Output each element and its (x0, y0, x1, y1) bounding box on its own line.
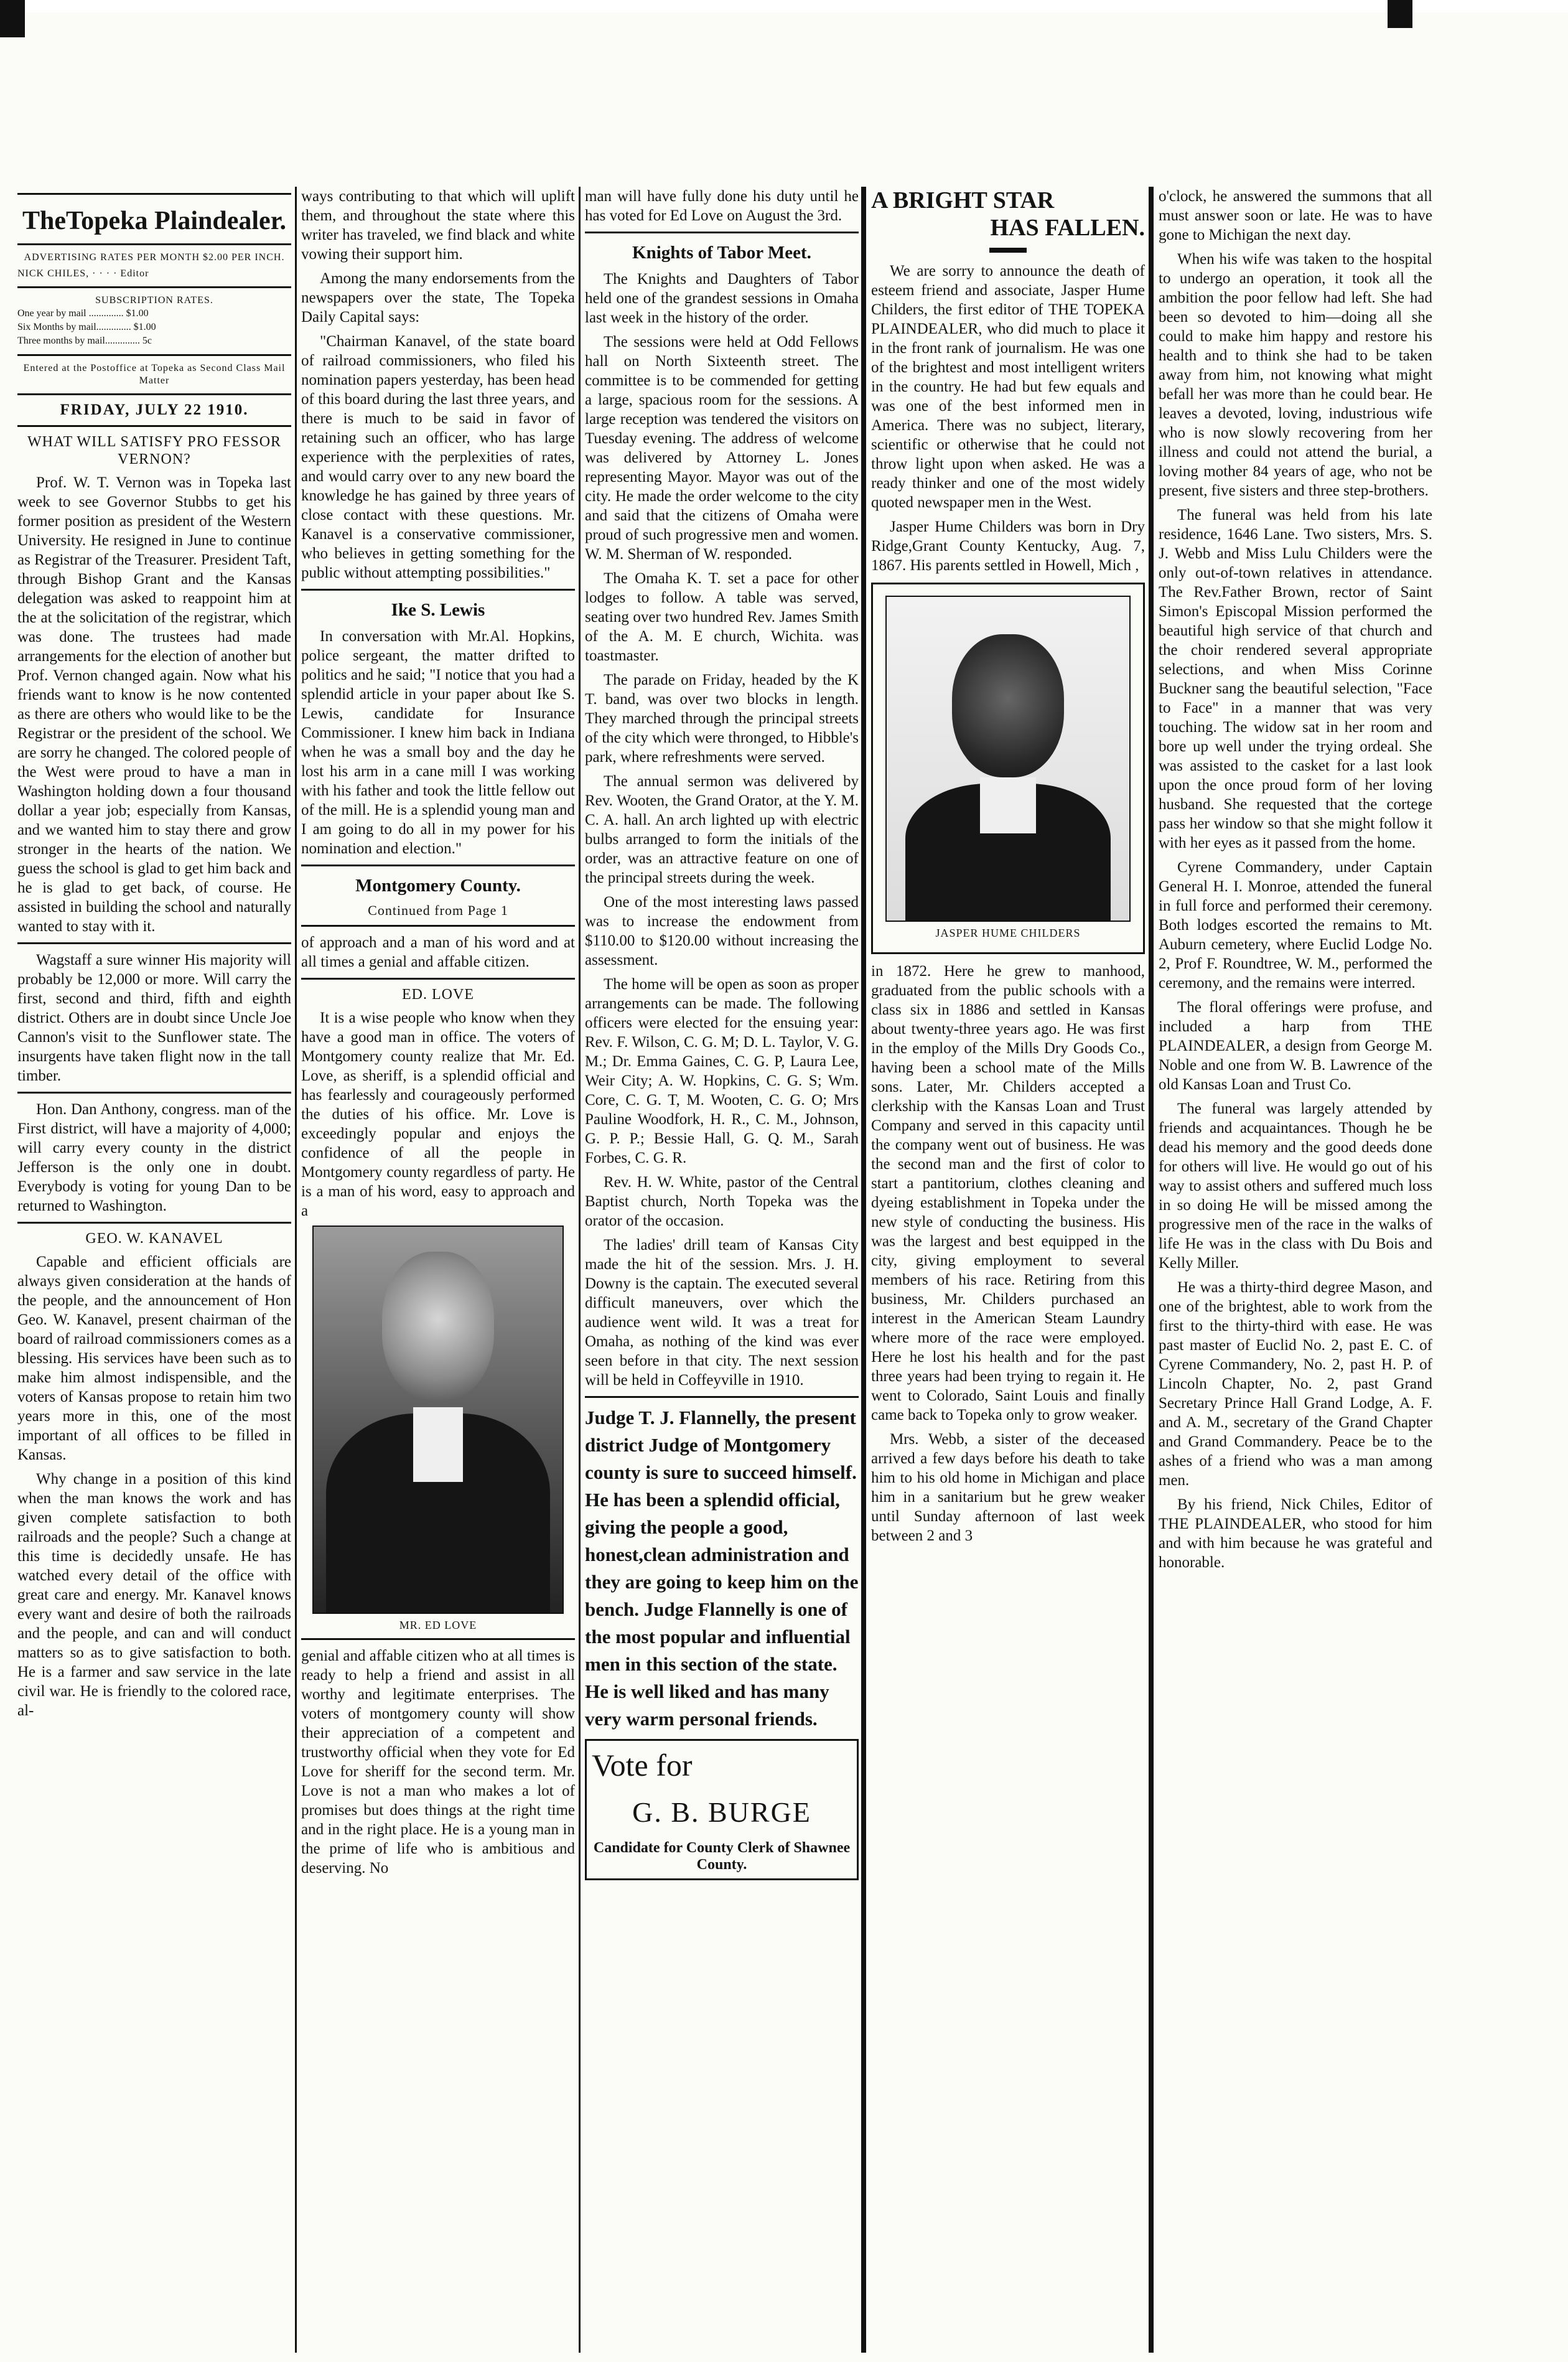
article-paragraph: The home will be open as soon as proper arrangements can be made. The following officers were elected for the ensuing year: Rev. F. Wilson, C. G. M; D. L. Taylor, V. G. M.; Dr. Emma Gaines, C. G. P, Laura Lee, Weir City; A. W. Hopkins, C. G. S; Wm. Core, C. G. T, M. Wooten, C. G. O; Mrs Pauline Woodfork, H. R., C. M., Johnson, G. P. P.; Bessie Hall, G. Q. M., Sarah Forbes, C. G. R. (585, 976, 859, 1166)
photo-caption: MR. ED LOVE (399, 1619, 477, 1631)
article-headline: A BRIGHT STAR (871, 187, 1055, 213)
column-rule (295, 187, 297, 2353)
photo-caption: JASPER HUME CHILDERS (935, 927, 1081, 939)
continued-line: Continued from Page 1 (368, 902, 508, 918)
rates-heading: ADVERTISING RATES PER MONTH $2.00 PER INCH. (24, 252, 285, 263)
flannelly-ad: Judge T. J. Flannelly, the present district Judge of Montgomery county is sure to succeed himself. He has been a splendid official, giving the people a good, honest,clean administration and they are going to keep him on the bench. Judge Flannelly is one of the most popular and influential men in this section of the state. He is well liked and has many very warm personal friends. (585, 1407, 859, 1730)
ed-love-photo (312, 1226, 564, 1614)
rate-line: Three months by mail.............. 5c (17, 335, 152, 346)
column-rule-heavy (1149, 187, 1154, 2353)
article-paragraph: The ladies' drill team of Kansas City made the hit of the session. Mrs. J. H. Downy is the captain. The executed several difficult maneuvers, over which the audience went wild. It was a treat for Omaha, as nothing of the kind was ever seen before in that city. The next session will be held in Coffeyville in 1910. (585, 1237, 859, 1389)
headline-ornament (989, 248, 1027, 253)
article-paragraph: The Omaha K. T. set a pace for other lodges to follow. A table was served, seating over two hundred Rev. James Smith of the A. M. E church, Wichita. was toastmaster. (585, 570, 859, 664)
childers-photo-box (871, 583, 1145, 954)
divider (585, 1396, 859, 1398)
divider (301, 865, 575, 866)
divider (301, 1638, 575, 1640)
article-paragraph: It is a wise people who know when they have a good man in office. The voters of Montgomery county realize that Mr. Ed. Love, as sheriff, is a splendid official and has fearlessly and courageously performed the duties of his office. Mr. Love is exceedingly popular and enjoys the confidence of all the people in Montgomery county regardless of party. He is a man of his word, easy to approach and a (301, 1010, 575, 1219)
article-headline: Knights of Tabor Meet. (632, 243, 811, 263)
article-paragraph: The annual sermon was delivered by Rev. Wooten, the Grand Orator, at the Y. M. C. A. hall. An arch lighted up with electric bulbs arranged to form the initials of the order, was an attractive feature on one of the principal streets during the week. (585, 773, 859, 886)
divider (17, 243, 291, 245)
article-paragraph: The floral offerings were profuse, and included a harp from THE PLAINDEALER, a design from George M. Noble and one from W. B. Lawrence of the old Kansas Loan and Trust Co. (1159, 999, 1432, 1093)
divider (17, 354, 291, 356)
article-headline: HAS FALLEN. (990, 215, 1145, 241)
article-paragraph: Jasper Hume Childers was born in Dry Ridge,Grant County Kentucky, Aug. 7, 1867. His parents settled in Howell, Mich , (871, 518, 1145, 574)
candidate-office: Candidate for County Clerk of Shawnee County. (593, 1840, 851, 1873)
article-paragraph: Among the many endorsements from the newspapers over the state, The Topeka Daily Capital says: (301, 270, 575, 326)
column-rule (579, 187, 581, 2353)
divider (17, 286, 291, 288)
column-2 (301, 187, 575, 2346)
column-3 (585, 187, 859, 2346)
article-paragraph: The Knights and Daughters of Tabor held one of the grandest sessions in Omaha last week in the history of the order. (585, 271, 859, 326)
rate-line: One year by mail .............. $1.00 (17, 308, 149, 319)
subscription-rates (17, 307, 291, 348)
divider (17, 193, 291, 195)
divider (17, 942, 291, 944)
column-rule-heavy (861, 187, 866, 2353)
divider (301, 978, 575, 980)
editor-line: NICK CHILES, · · · · Editor (17, 268, 149, 279)
article-paragraph: The funeral was held from his late residence, 1646 Lane. Two sisters, Mrs. S. J. Webb and Miss Lulu Childers were the only out-of-town relatives in attendance. The Rev.Father Brown, rector of Saint Simon's Episcopal Mission performed the beautiful high service of that church and the choir rendered several appropriate selections, and when Miss Corinne Buckner sang the beautiful selection, "Face to Face" in a manner that was very touching. The widow sat in her room and bore up well under the trying ordeal. She was assisted to the casket for a last look upon the once proud form of her loving husband. She requested that the cortege pass her window so that she might follow it with her eyes as it passed from the home. (1159, 507, 1432, 851)
article-paragraph: Wagstaff a sure winner His majority will probably be 12,000 or more. Will carry the first, second and third, fifth and eighth district. Others are in doubt since Uncle Joe Cannon's visit to the Sunflower state. The insurgents have taken flight now in the tall timber. (17, 952, 291, 1084)
column-4 (871, 187, 1145, 2346)
article-paragraph: Why change in a position of this kind when the man knows the work and has given complete satisfaction to both railroads and the people? Such a change at this time is decidedly unsafe. He has watched every detail of the office with great care and energy. Mr. Kanavel knows every want and desire of both the railroads and the people, and can and will conduct matters so as to give satisfaction to both. He is a farmer and saw service in the late civil war. He is friendly to the colored race, al- (17, 1471, 291, 1719)
portrait-face (382, 1252, 494, 1401)
article-paragraph: In conversation with Mr.Al. Hopkins, police sergeant, the matter drifted to politics and he said; "I notice that you had a splendid article in your paper about Ike S. Lewis, candidate for Insurance Commissioner. I knew him back in Indiana when he was a small boy and the day he lost his arm in a cane mill I was working with his father and took the little fellow out of the mill. He is a splendid young man and I am going to do all in my power for his nomination and election." (301, 628, 575, 857)
divider (301, 589, 575, 591)
divider (17, 1092, 291, 1094)
article-paragraph: The funeral was largely attended by friends and acquaintances. Though he be dead his memory and the good deeds done for others will live. He would go out of his way to assist others and suffered much loss in so doing He will be missed among the progressive men of the race in the walks of life He was in the class with Du Bois and Kelly Miller. (1159, 1100, 1432, 1272)
article-paragraph: One of the most interesting laws passed was to increase the endowment from $110.00 to $120.00 without increasing the assessment. (585, 894, 859, 968)
portrait-collar (413, 1407, 463, 1482)
divider (585, 232, 859, 233)
article-headline: WHAT WILL SATISFY PRO FESSOR VERNON? (27, 434, 282, 467)
article-paragraph: in 1872. Here he grew to manhood, graduated from the public schools with a class six in 1886 and settled in Kansas about twenty-three years ago. He was first in the employ of the Mills Dry Goods Co., having been a school mate of the Mills sons. Later, Mr. Childers accepted a clerkship with the Kansas Loan and Trust Company and served in this capacity until the company went out of business. He was the second man and the first of color to start a pantitorium, clothes cleaning and dyeing establishment in Topeka under the new style of conducting the business. His was the largest and best equipped in the city, giving employment to several members of his race. Retiring from this business, Mr. Childers purchased an interest in the American Steam Laundry where more of the race were employed. Here he lost his health and for the past three years had been trying to regain it. He went to Colorado, Saint Louis and finally came back to Topeka only to grow weaker. (871, 963, 1145, 1423)
article-paragraph: When his wife was taken to the hospital to undergo an operation, it took all the ambition the poor fellow had left. She had been so devoted to him—doing all she could to make him happy and restore his health and to think she had to be taken away from him, not knowing what might befall her was more than he could bear. He leaves a devoted, loving, industrious wife who is now slowly recovering from her illness and could not attend the burial, a loving mother 84 years of age, who not be present, five sisters and three step-brothers. (1159, 251, 1432, 499)
article-paragraph: The sessions were held at Odd Fellows hall on North Sixteenth street. The committee is to be commended for getting a large, spacious room for the sessions. A large reception was tendered the visitors on Tuesday evening. The address of welcome was delivered by Attorney L. Jones representing Mayor. Mayor was out of the city. He made the order welcome to the city and said that the citizens of Omaha were proud of such progressive men and women. W. M. Sherman of W. responded. (585, 334, 859, 563)
article-headline: ED. LOVE (402, 987, 474, 1003)
masthead-title: TheTopeka Plaindealer. (22, 207, 286, 235)
article-paragraph: We are sorry to announce the death of esteem friend and associate, Jasper Hume Childers, the first editor of THE TOPEKA PLAINDEALER, who did much to place it in the front rank of journalism. He was one of the brightest and most intelligent writers in the country. He had but few equals and was one of the best informed men in America. There was no subject, literary, scientific or otherwise that he could not throw light upon when asked. He was a ready thinker and one of the most widely quoted newspaper men in the West. (871, 263, 1145, 511)
entered-notice: Entered at the Postoffice at Topeka as Second Class Mail Matter (23, 363, 286, 386)
divider (17, 393, 291, 395)
article-paragraph: Rev. H. W. White, pastor of the Central Baptist church, North Topeka was the orator of the occasion. (585, 1174, 859, 1229)
portrait-face (952, 634, 1064, 777)
article-paragraph: o'clock, he answered the summons that all must answer soon or late. He was to have gone to Michigan the next day. (1159, 188, 1432, 243)
article-paragraph: By his friend, Nick Chiles, Editor of THE PLAINDEALER, who stood for him and with him because he was grateful and honorable. (1159, 1496, 1432, 1571)
article-paragraph: Prof. W. T. Vernon was in Topeka last week to see Governor Stubbs to get his former position as president of the Western University. He resigned in June to continue as Registrar of the Treasurer. President Taft, through Bishop Grant and the Kansas delegation was asked to reappoint him at the at the solicitation of the registrar, which was done. The trustees had made arrangements for the election of another but Prof. Vernon changed again. Now what his friends want to know is he now contented as there are others who would like to be the Registrar or the president of the school. We are sorry he changed. The colored people of the West were proud to have a man in Washington holding down a four thousand dollar a year job; especially from Kansas, and we wanted him to stay there and grow stronger in the hearts of the nation. We guess the school is glad to get him back and he is glad to get back, of course. He assisted in building the school and naturally wanted to stay with it. (17, 474, 291, 935)
article-paragraph: man will have fully done his duty until he has voted for Ed Love on August the 3rd. (585, 188, 859, 224)
divider (17, 425, 291, 427)
subscription-heading: SUBSCRIPTION RATES. (95, 295, 213, 306)
column-5 (1159, 187, 1432, 2346)
article-paragraph: genial and affable citizen who at all times is ready to help a friend and assist in all worthy and legitimate enterprises. The voters of montgomery county will show their appreciation of a competent and trustworthy official when they vote for Ed Love for sheriff for the second term. Mr. Love is not a man who makes a lot of promises but does things at the right time and in the right place. He is a young man in the prime of life who is ambitious and deserving. No (301, 1647, 575, 1877)
rate-line: Six Months by mail.............. $1.00 (17, 322, 156, 332)
divider (17, 1222, 291, 1224)
childers-photo (885, 596, 1131, 922)
article-paragraph: Cyrene Commandery, under Captain General H. I. Monroe, attended the funeral in full force and performed their ceremony. Both lodges escorted the remains to Mt. Auburn cemetery, where Euclid Lodge No. 2, Prof F. Roundtree, W. M., performed the ceremony, and the remains were interred. (1159, 859, 1432, 991)
article-paragraph: Capable and efficient officials are always given consideration at the hands of the people, and the announcement of Hon Geo. W. Kanavel, present chairman of the board of railroad commissioners comes as a blessing. His services have been such as to make him almost indispensible, and the voters of Kansas propose to retain him two years more in this, one of the most important of all offices to be filled in Kansas. (17, 1254, 291, 1463)
article-paragraph: Hon. Dan Anthony, congress. man of the First district, will have a majority of 4,000; will carry every county in the district Jefferson is the only one in doubt. Everybody is voting for young Dan to be returned to Washington. (17, 1101, 291, 1214)
article-paragraph: The parade on Friday, headed by the K T. band, was over two blocks in length. They marched through the principal streets of the city which were thronged, to Hibble's park, where refreshments were served. (585, 672, 859, 766)
article-paragraph: ways contributing to that which will uplift them, and throughout the state where this writer has traveled, we find black and white vowing their support him. (301, 188, 575, 263)
article-paragraph: He was a thirty-third degree Mason, and one of the brightest, able to work from the first to the thirty-third with ease. He was past master of Euclid No. 2, past E. C. of Cyrene Commandery, No. 2, past H. P. of Lincoln Chapter, No. 2, past Grand Secretary Prince Hall Grand Lodge, A. F. and A. M., secretary of the Grand Chapter and Grand Commandery. Peace be to the ashes of a friend who was a man among men. (1159, 1279, 1432, 1489)
scan-speck (0, 0, 25, 37)
article-headline: Ike S. Lewis (391, 600, 485, 620)
article-paragraph: of approach and a man of his word and at all times a genial and affable citizen. (301, 934, 575, 970)
article-paragraph: "Chairman Kanavel, of the state board of railroad commissioners, who filed his nomination papers yesterday, has been head of this board during the last three years, and there is much to be said in favor of retaining such an officer, who has large experience with the perplexities of rates, and would carry over to any new board the knowledge he has gained by three years of close contact with these questions. Mr. Kanavel is a conservative commissioner, who believes in getting something for the public without attempting possibilities." (301, 333, 575, 581)
portrait-collar (980, 777, 1036, 833)
article-headline: Montgomery County. (355, 876, 521, 896)
article-headline: GEO. W. KANAVEL (85, 1230, 223, 1247)
vote-ad-box (585, 1739, 859, 1880)
vote-for-heading: Vote for (592, 1748, 693, 1783)
article-paragraph: Mrs. Webb, a sister of the deceased arrived a few days before his death to take him to his old home in Michigan and place him in a sanitarium but he grew weaker until Sunday afternoon of last week between 2 and 3 (871, 1431, 1145, 1544)
issue-date: FRIDAY, JULY 22 1910. (60, 401, 249, 418)
column-1 (17, 187, 291, 2346)
scan-speck (1388, 0, 1412, 28)
candidate-name: G. B. BURGE (632, 1796, 811, 1828)
divider (301, 925, 575, 927)
top-margin (0, 0, 1568, 12)
